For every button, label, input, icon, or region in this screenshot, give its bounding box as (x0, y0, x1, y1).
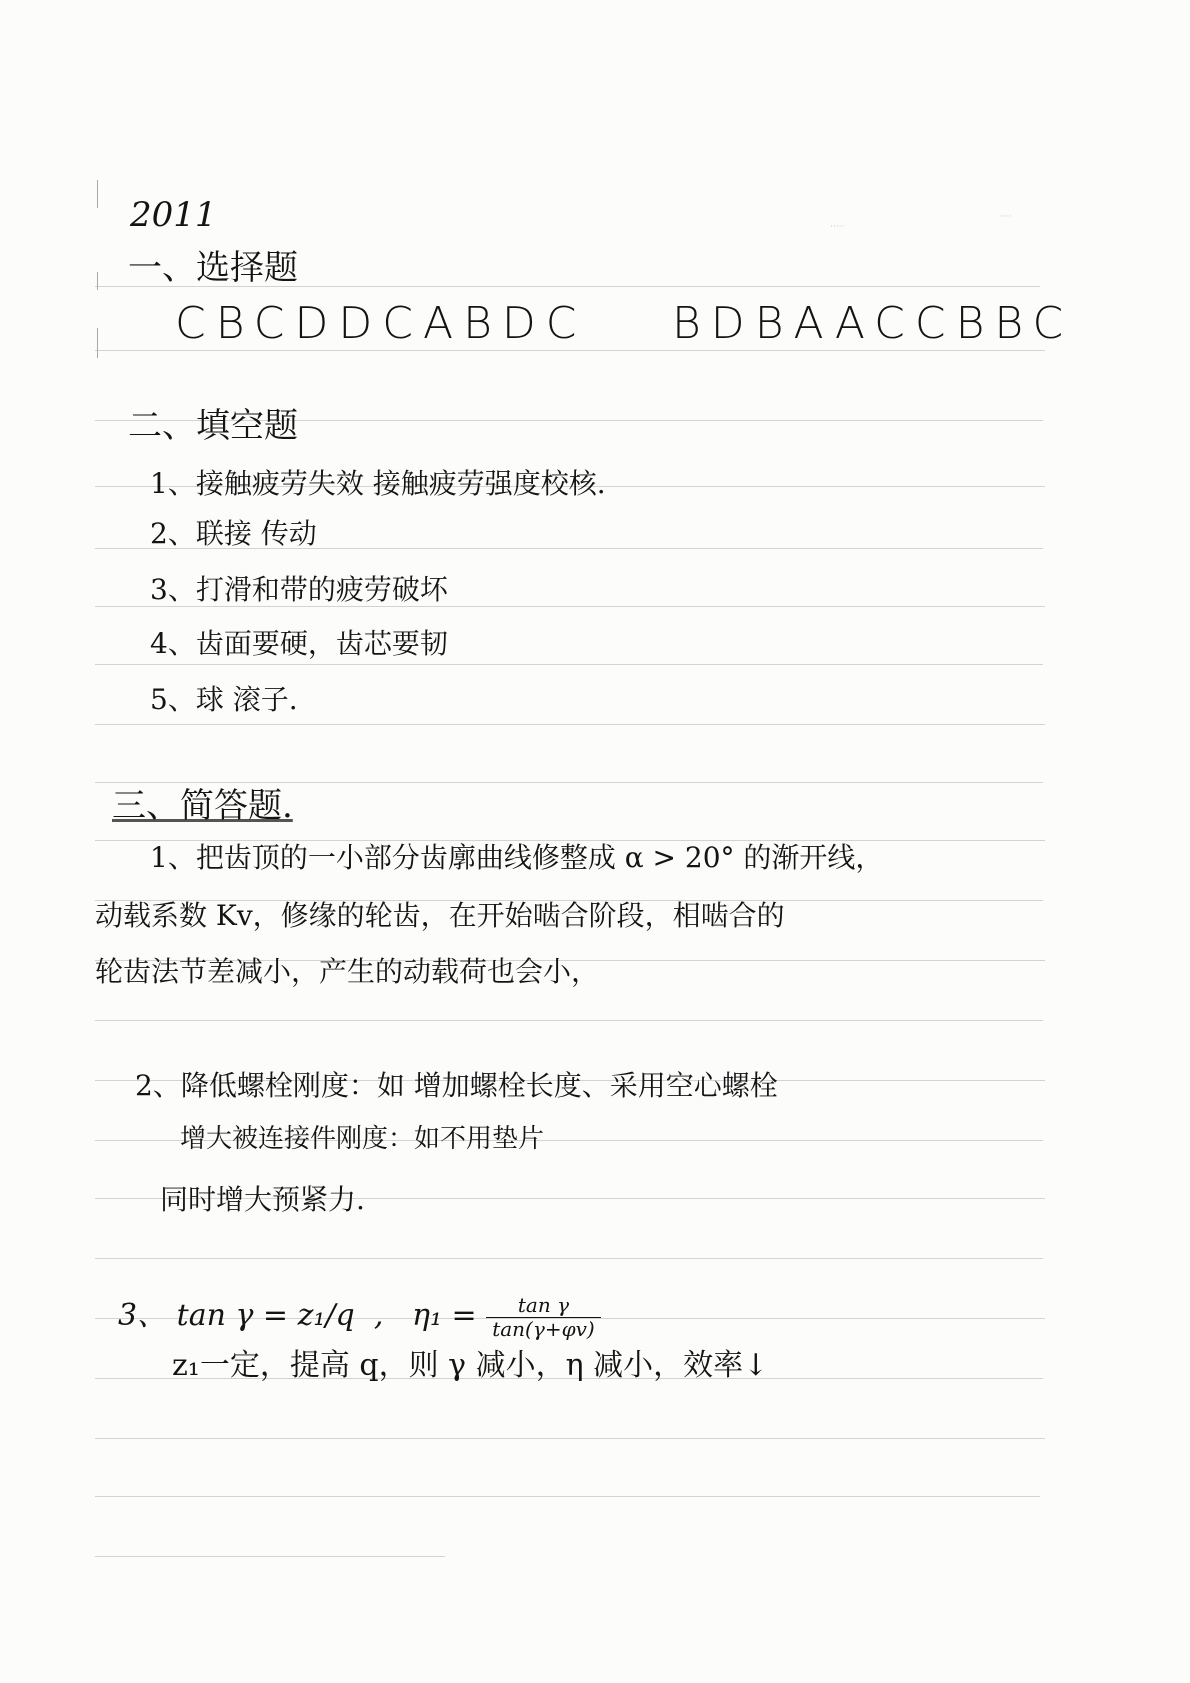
margin-mark (97, 328, 98, 358)
ruled-line (95, 1020, 1043, 1021)
ruled-line (95, 1438, 1045, 1439)
section-heading-fill-in: 二、填空题 (128, 406, 298, 446)
short-answer-2-line-1: 2、降低螺栓刚度：如 增加螺栓长度、采用空心螺栓 (135, 1069, 778, 1102)
margin-mark (97, 180, 98, 208)
formula-separator: , (364, 1298, 403, 1333)
choice-answers-group-1: CBCDDCABDC (175, 298, 587, 349)
fill-in-answer: 2、联接 传动 (150, 517, 317, 550)
short-answer-1-line-1: 1、把齿顶的一小部分齿廓曲线修整成 α > 20° 的渐开线， (150, 841, 884, 874)
section-heading-short-answer: 三、简答题. (112, 786, 293, 826)
ruled-line (95, 664, 1043, 665)
tan-gamma-formula: tan γ = z₁/q (176, 1298, 355, 1333)
short-answer-1-line-2: 动载系数 Kv，修缘的轮齿，在开始啮合阶段，相啮合的 (95, 899, 785, 932)
short-answer-3-line-2: z₁一定，提高 q，则 γ 减小，η 减小，效率↓ (172, 1348, 769, 1383)
short-answer-3-formula (118, 1290, 601, 1341)
fraction-denominator: tan(γ+φv) (492, 1316, 595, 1341)
faint-mark: ····· (830, 222, 845, 232)
ruled-line (95, 724, 1045, 725)
efficiency-label: η₁ = (411, 1298, 477, 1333)
year-label: 2011 (130, 195, 217, 235)
ruled-line (95, 1258, 1043, 1259)
section-heading-multiple-choice: 一、选择题 (128, 248, 298, 288)
answer-3-prefix: 3、 (118, 1298, 168, 1333)
efficiency-fraction (486, 1294, 600, 1341)
fill-in-answer: 5、球 滚子. (150, 683, 298, 716)
ruled-line (95, 1556, 445, 1557)
short-answer-1-line-3: 轮齿法节差减小，产生的动载荷也会小， (95, 955, 600, 988)
short-answer-2-line-3: 同时增大预紧力. (160, 1183, 365, 1216)
margin-mark (97, 272, 98, 290)
short-answer-2-line-2: 增大被连接件刚度：如不用垫片 (180, 1124, 545, 1154)
fraction-numerator: tan γ (486, 1294, 600, 1318)
ruled-line (95, 350, 1045, 351)
choice-answers-group-2: BDBAACCBBC (672, 298, 1074, 349)
faint-mark: ···· (1000, 212, 1012, 222)
fill-in-answer: 3、打滑和带的疲劳破坏 (150, 573, 448, 606)
fill-in-answer: 1、接触疲劳失效 接触疲劳强度校核. (150, 467, 606, 500)
fill-in-answer: 4、齿面要硬，齿芯要韧 (150, 627, 448, 660)
ruled-line (95, 1496, 1040, 1497)
